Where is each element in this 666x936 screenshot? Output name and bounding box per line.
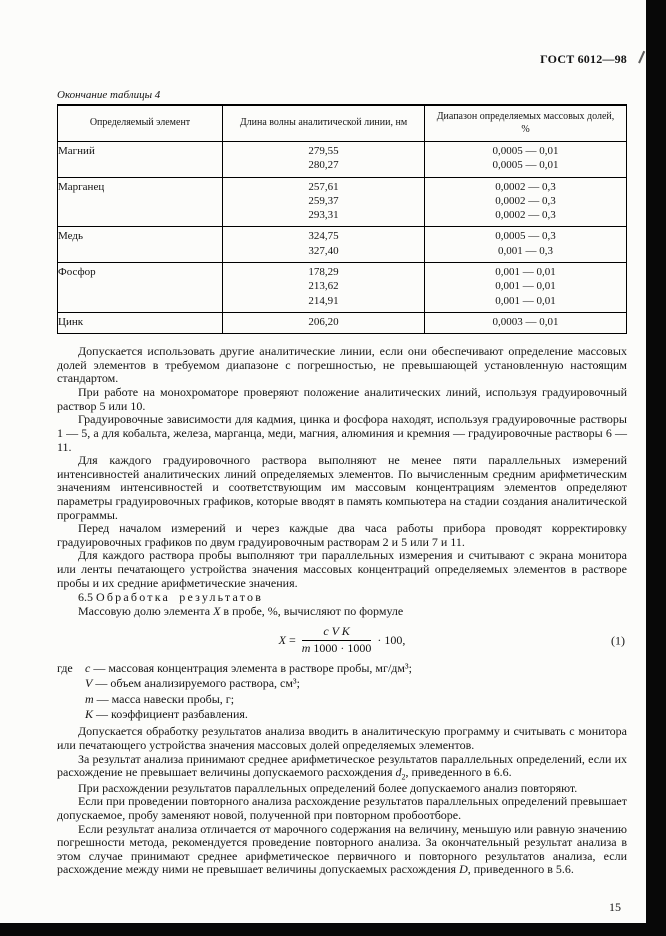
where-item-v: V — объем анализируемого раствора, см³; [85,676,300,691]
ranges-cell: 0,001 — 0,01 0,001 — 0,01 0,001 — 0,01 [424,263,626,313]
wavelengths-cell: 257,61 259,37 293,31 [223,177,425,227]
paragraph-graph-correction: Перед началом измерений и через каждые два часа работы прибора проводят корректировку градуировочных графиков по двум градуировочным растворам 2 и 5 или 7 и 11. [57,521,627,549]
element-name: Магний [58,142,223,178]
paragraph-calibration-dependencies: Градуировочные зависимости для кадмия, цинка и фосфора находят, используя градуировочные растворы 1 — 5, а для кобальта, железа, марганца, меди, магния, алюминия и кремния — градуировочные растворы 6 — 11. [57,412,627,454]
paragraph-program-processing: Допускается обработку результатов анализа вводить в аналитическую программу и считывать с монитора или печатающего устройства значения массовых долей определяемых элементов. [57,724,627,753]
paragraph-sample-measurements: Для каждого раствора пробы выполняют три параллельных измерения и считывают с экрана монитора или ленты печатающего устройства значения массовых концентраций определяемых элементов в растворе пробы и их средние арифметические значения. [57,548,627,590]
table-row-zinc [58,312,627,333]
column-header-range: Диапазон определяемых массовых долей, % [424,105,626,142]
where-item-c: где c — массовая концентрация элемента в растворе пробы, мг/дм³; [57,661,412,676]
column-header-element: Определяемый элемент [58,105,223,142]
wavelengths-cell: 206,20 [223,312,425,333]
where-label: где [57,661,73,676]
paragraph-parallel-measurements: Для каждого градуировочного раствора выполняют не менее пяти параллельных измерений интенсивностей аналитических линий определяемых элементов. По вычисленным средним арифметическим значениям интенсивностей и соответствующим им массовым концентрациям элементов определяют параметры градуировочных графиков, которые вводят в память компьютера на стадии создания аналитической программы. [57,453,627,522]
variable-x: X [213,603,221,618]
paragraph-result-average: За результат анализа принимают среднее арифметическое результатов параллельных определений, если их расхождение не превышает величины допускаемого расхождения $d_2$, приведенного в 6.6. [57,751,627,782]
paragraph-other-lines: Допускается использовать другие аналитические линии, если они обеспечивают определение массовых долей элементов в требуемом диапазоне с погрешностью, не превышающей установленную настоящим стандартом. [57,344,627,386]
column-header-wavelength: Длина волны аналитической линии, нм [223,105,425,142]
equation-number: (1) [611,633,625,648]
page-content [57,52,627,877]
table-header [58,105,627,142]
paragraph-repeat-analysis: При расхождении результатов параллельных определений более допускаемого анализ повторяют. [78,780,578,795]
wavelengths-cell: 324,75 327,40 [223,227,425,263]
element-name: Марганец [58,177,223,227]
paragraph-final-result: Если результат анализа отличается от марочного содержания на величину, меньшую или равную значению погрешности метода, рекомендуется проведение повторного анализа. За окончательный результат анализа в этом случае принимают среднее арифметическое первичного и повторного результатов анализа, если расхождение между ними не превышает величины допускаемых расхождения D, приведенного в 5.6. [57,821,627,877]
paragraph-monochromator: При работе на монохроматоре проверяют положение аналитических линий, используя градуировочный раствор 5 или 10. [57,385,627,413]
scan-artifact [631,48,645,64]
table-row-copper [58,227,627,263]
section-number: 6.5 [78,590,93,605]
section-heading [57,591,627,605]
wavelengths-cell: 279,55 280,27 [223,142,425,178]
where-item-k: K — коэффициент разбавления. [85,707,248,722]
wavelengths-cell: 178,29 213,62 214,91 [223,263,425,313]
standard-number: ГОСТ 6012—98 [540,52,627,66]
element-name: Медь [58,227,223,263]
document-header [57,52,627,67]
formula-body: X = $\frac{\text{c V K}}{m 1000 \cdot 1000}$ · 100, [278,624,406,656]
fraction: $\frac{\text{c V K}}{m 1000 \cdot 1000}$ [301,624,372,656]
ranges-cell: 0,0005 — 0,3 0,001 — 0,3 [424,227,626,263]
ranges-cell: 0,0005 — 0,01 0,0005 — 0,01 [424,142,626,178]
variable-d2: d [395,765,402,780]
ranges-cell: 0,0003 — 0,01 [424,312,626,333]
analytical-lines-table [57,104,627,334]
element-name: Цинк [58,312,223,333]
table-row-manganese [58,177,627,227]
scan-edge-bottom [0,923,666,936]
paragraph-formula-intro: Массовую долю элемента X в пробе, %, вычисляют по формуле [78,603,404,618]
element-name: Фосфор [58,263,223,313]
table-row-phosphorus [58,263,627,313]
scan-edge-right [646,0,666,936]
where-item-m: m — масса навески пробы, г; [85,691,235,706]
variable-d: D [459,862,468,877]
where-list [57,661,627,722]
table-caption: Окончание таблицы 4 [57,89,161,101]
section-title: Обработка результатов [96,590,264,605]
page-number: 15 [609,900,621,914]
ranges-cell: 0,0002 — 0,3 0,0002 — 0,3 0,0002 — 0,3 [424,177,626,227]
paragraph-new-sample: Если при проведении повторного анализа расхождение результатов параллельных определений превышает допускаемое, пробу заменяют новой, полученной при повторном пробоотборе. [57,794,627,822]
table-row-magnesium [58,142,627,178]
formula [57,625,627,656]
